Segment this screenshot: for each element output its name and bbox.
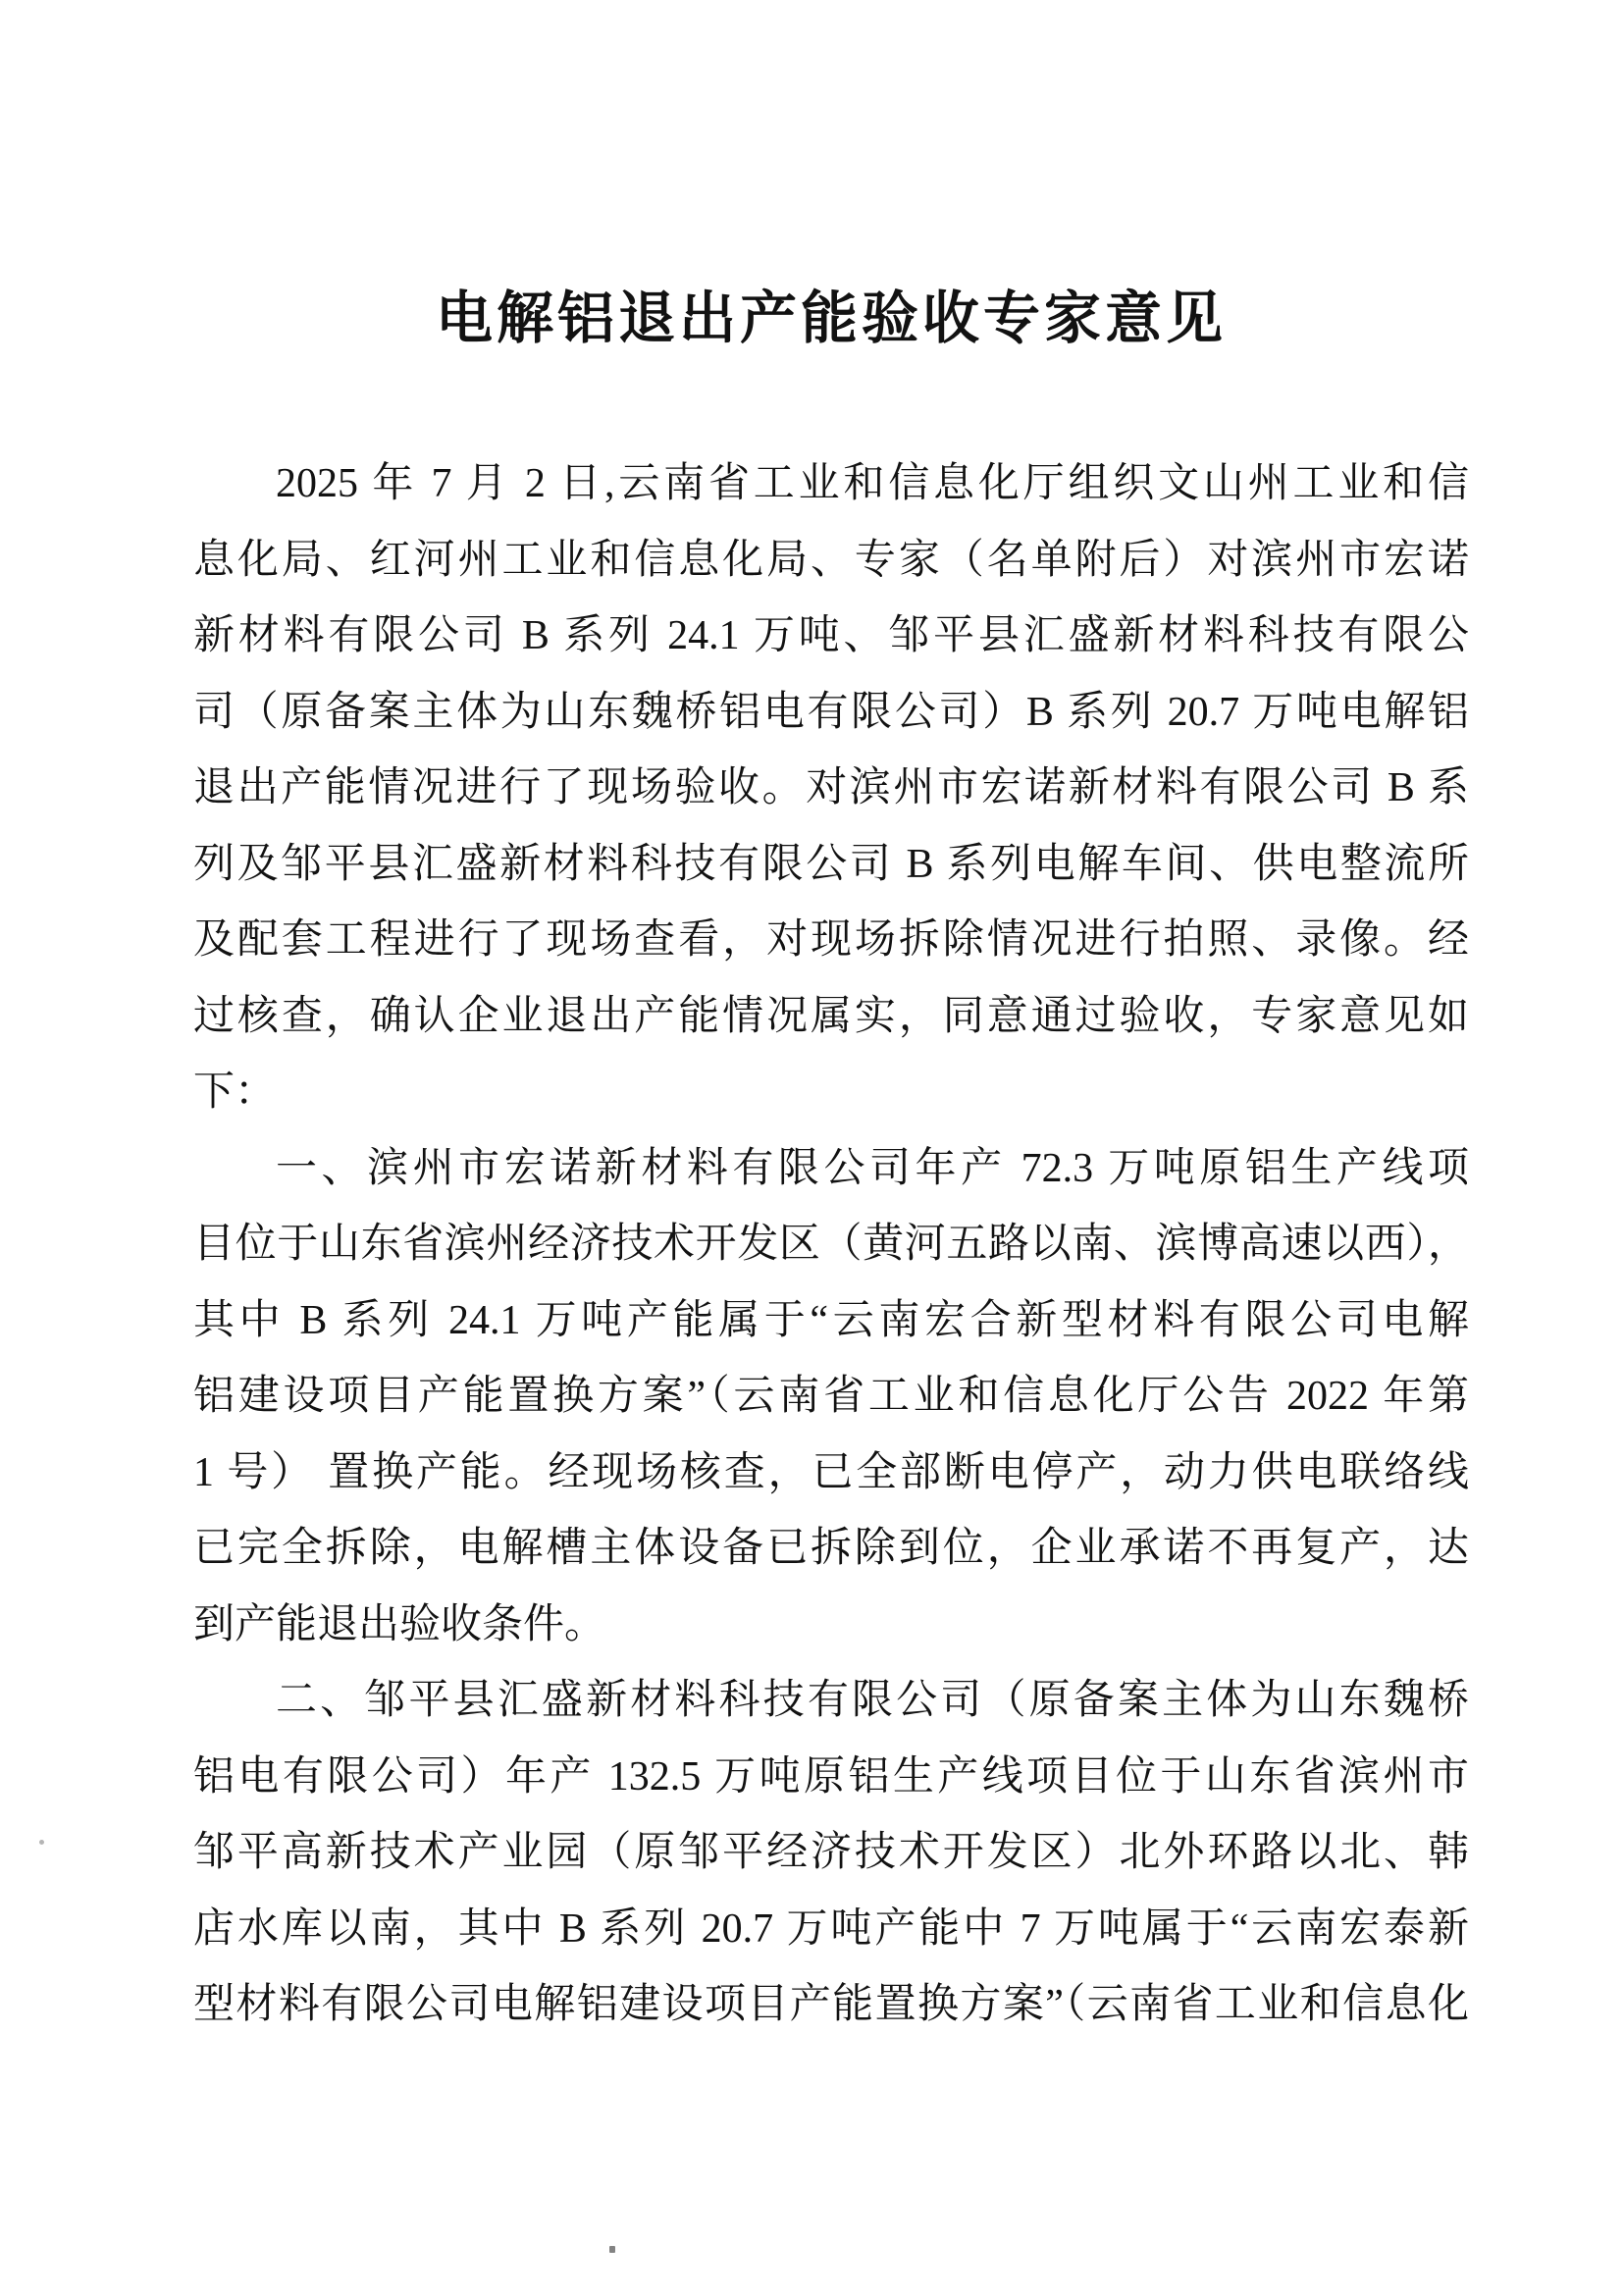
text-line: 1 号） 置换产能。经现场核查，已全部断电停产，动力供电联络线 xyxy=(193,1449,1469,1495)
text-line: 退出产能情况进行了现场验收。对滨州市宏诺新材料有限公司 B 系 xyxy=(193,765,1469,810)
text-line: 一、滨州市宏诺新材料有限公司年产 72.3 万吨原铝生产线项 xyxy=(276,1145,1469,1191)
text-line: 铝电有限公司）年产 132.5 万吨原铝生产线项目位于山东省滨州市 xyxy=(193,1753,1469,1800)
text-line: 下： xyxy=(193,1070,277,1115)
text-line: 铝建设项目产能置换方案”（云南省工业和信息化厅公告 2022 年第 xyxy=(193,1374,1469,1419)
text-line: 已完全拆除，电解槽主体设备已拆除到位，企业承诺不再复产，达 xyxy=(193,1526,1469,1571)
text-line: 过核查，确认企业退出产能情况属实，同意通过验收，专家意见如 xyxy=(193,993,1469,1039)
text-line: 型材料有限公司电解铝建设项目产能置换方案”（云南省工业和信息化 xyxy=(193,1982,1469,2027)
text-line: 店水库以南，其中 B 系列 20.7 万吨产能中 7 万吨属于“云南宏泰新 xyxy=(193,1905,1469,1952)
document-body xyxy=(193,446,1469,2044)
text-line: 目位于山东省滨州经济技术开发区（黄河五路以南、滨博高速以西）， xyxy=(193,1222,1469,1267)
text-line: 二、邹平县汇盛新材料科技有限公司（原备案主体为山东魏桥 xyxy=(276,1678,1469,1723)
text-line: 2025 年 7 月 2 日,云南省工业和信息化厅组织文山州工业和信 xyxy=(276,461,1469,506)
text-line: 到产能退出验收条件。 xyxy=(193,1601,606,1647)
text-line: 新材料有限公司 B 系列 24.1 万吨、邹平县汇盛新材料科技有限公 xyxy=(193,613,1469,658)
text-line: 其中 B 系列 24.1 万吨产能属于“云南宏合新型材料有限公司电解 xyxy=(193,1297,1469,1343)
text-line: 息化局、红河州工业和信息化局、专家（名单附后）对滨州市宏诺 xyxy=(193,537,1469,583)
text-line: 司（原备案主体为山东魏桥铝电有限公司）B 系列 20.7 万吨电解铝 xyxy=(193,689,1469,735)
text-line: 邹平高新技术产业园（原邹平经济技术开发区）北外环路以北、韩 xyxy=(193,1830,1469,1875)
text-line: 列及邹平县汇盛新材料科技有限公司 B 系列电解车间、供电整流所 xyxy=(193,841,1469,887)
text-line: 及配套工程进行了现场查看，对现场拆除情况进行拍照、录像。经 xyxy=(193,917,1469,963)
document-title: 电解铝退出产能验收专家意见 xyxy=(435,287,1227,350)
scan-speck xyxy=(39,1840,44,1845)
scan-speck xyxy=(609,2246,615,2253)
